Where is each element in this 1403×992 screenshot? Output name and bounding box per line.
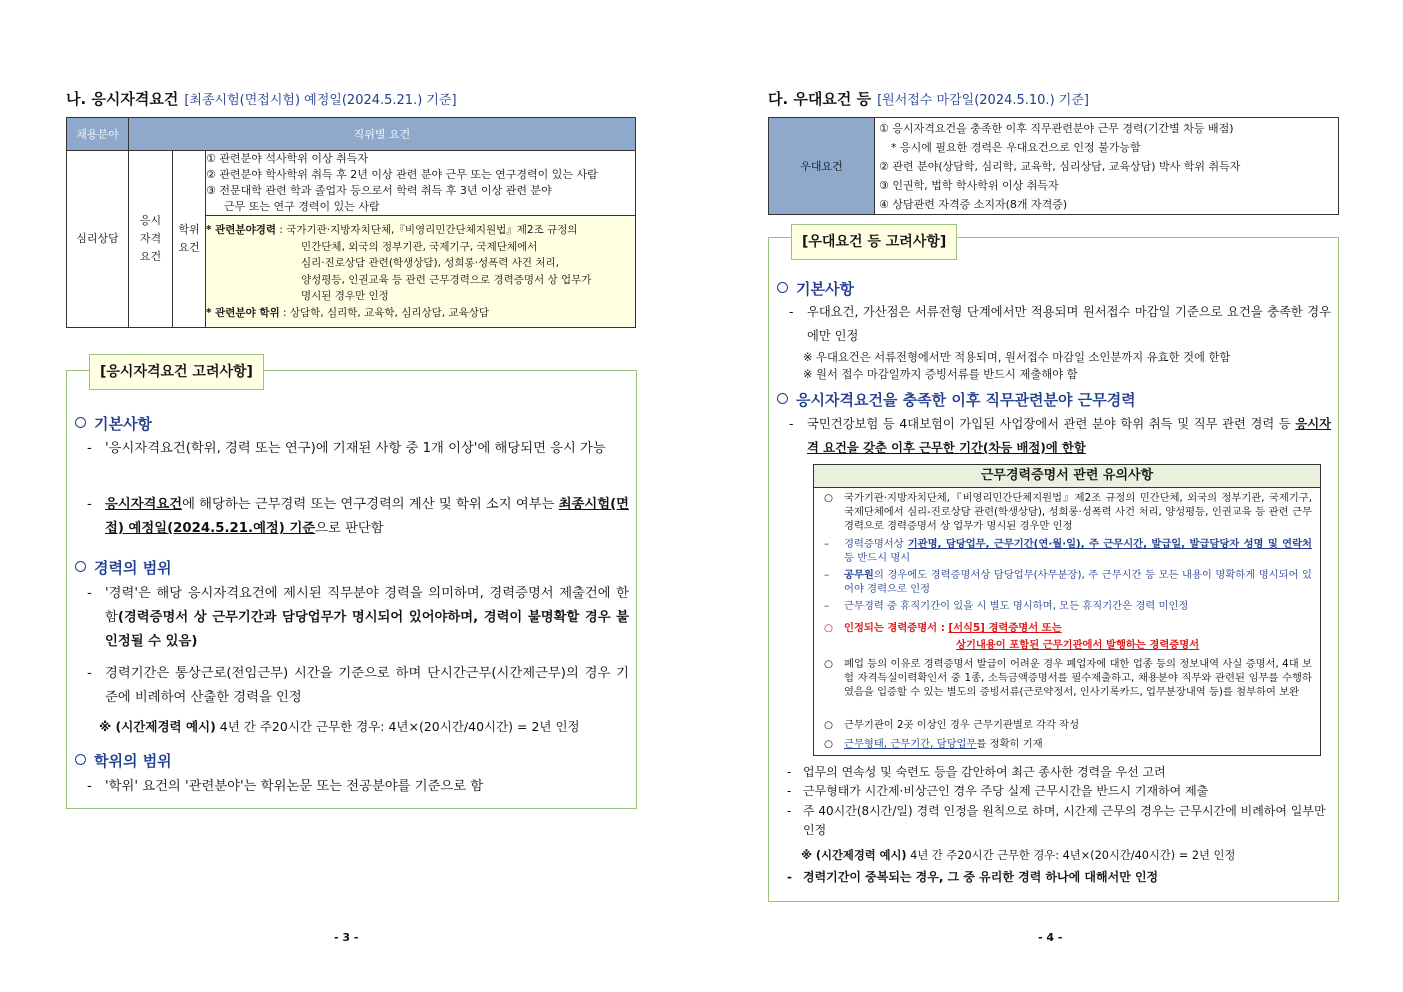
reference-note: ※ 원서 접수 마감일까지 증빙서류를 반드시 제출해야 함 <box>803 368 1078 381</box>
note-career-line: 양성평등, 인권교육 등 관련 근무경력으로 경력증명서 상 업무가 <box>301 273 592 286</box>
subhead-text: 학위의 범위 <box>94 752 172 770</box>
reference-note: ※ 우대요건은 서류전형에서만 적용되며, 원서접수 마감일 소인분까지 유효한 것에 한함 <box>803 351 1231 364</box>
subhead-basic <box>777 278 854 299</box>
heading-text: 나. 응시자격요건 <box>66 90 179 108</box>
notice-item: – 공무원의 경우에도 경력증명서상 담당업무(사무분장), 주 근무시간 등 모든 내용이 명확하게 명시되어 있어야 경력으로 인정 <box>824 569 1312 595</box>
preference-list <box>875 118 1339 215</box>
heading-basis: [원서접수 마감일(2024.5.10.) 기준] <box>877 93 1089 108</box>
paragraph-text: '경력'은 해당 응시자격요건에 제시된 직무분야 경력을 의미하며, 경력증명서 제출건에 한함 <box>105 586 629 625</box>
emphasis-text: 상기내용이 포함된 근무기관에서 발행하는 경력증명서 <box>956 639 1200 651</box>
preference-considerations-box <box>768 234 1339 902</box>
circle-bullet-icon <box>777 282 788 293</box>
note-career-line: 명시된 경우만 인정 <box>301 290 389 302</box>
notice-text: 의 경우에도 경력증명서상 담당업무(사무분장), 주 근무시간 등 모든 내용이 명확하게 명시되어 있어야 경력으로 인정 <box>844 569 1312 595</box>
notice-item: ○ 인정되는 경력증명서 : [서식5] 경력증명서 또는 상기내용이 포함된 근무기관에서 발행하는 경력증명서 <box>824 622 1200 651</box>
table-header-requirement: 직위별 요건 <box>129 118 636 151</box>
note-career-line: 심리·진로상담 관련(학생상담), 성희롱·성폭력 사건 처리, <box>301 257 560 269</box>
paragraph: - '학위' 요건의 '관련분야'는 학위논문 또는 전공분야를 기준으로 함 <box>87 775 629 799</box>
note-degree-text: : 상담학, 심리학, 교육학, 심리상담, 교육상담 <box>283 306 490 319</box>
emphasis-text: [서식5] 경력증명서 또는 <box>948 622 1062 634</box>
emphasis-text: 하나에 대해서만 인정 <box>1045 870 1159 884</box>
paragraph-text: '학위' 요건의 '관련분야'는 학위논문 또는 전공분야를 기준으로 함 <box>105 779 484 794</box>
preference-label-cell: 우대요건 <box>769 118 875 215</box>
notice-text: 국가기관·지방자치단체,『비영리민간단체지원법』제2조 규정의 민간단체, 외국의 정부기관, 국제기구, 국제단체에서 심리-진로상담 관련(학생상담), 성희롱·성폭력 사건 처리, 양성평등, 인권교육 등 관련 근무경력으로 경력증명서 상 업무가 명시된 경우만 인정 <box>844 492 1312 532</box>
notice-title: 근무경력증명서 관련 유의사항 <box>814 465 1320 488</box>
subhead-text: 경력의 범위 <box>94 559 172 577</box>
paragraph: - 응시자격요건에 해당하는 근무경력 또는 연구경력의 계산 및 학위 소지 여부는 최종시험(면접) 예정일(2024.5.21.예정) 기준으로 판단함 <box>87 497 629 536</box>
requirement-item: ③ 전문대학 관련 학과 졸업자 등으로서 학력 취득 후 3년 이상 관련 분야 <box>206 184 552 197</box>
preference-item: ③ 인권학, 법학 학사학위 이상 취득자 <box>879 178 1059 192</box>
paragraph: - 우대요건, 가산점은 서류전형 단계에서만 적용되며 원서접수 마감일 기준으로 요건을 충족한 경우에만 인정 <box>789 300 1331 348</box>
paragraph-text: 으로 판단함 <box>315 521 384 536</box>
section-heading-qualification <box>66 88 457 109</box>
requirement-list <box>206 151 636 216</box>
example-label: ※ (시간제경력 예시) <box>801 849 907 862</box>
emphasis-text: 응시자격 요건을 갖춘 이후 근무한 기간(차등 배점)에 한함 <box>807 417 1331 455</box>
notice-text: 를 정확히 기재 <box>976 738 1043 750</box>
emphasis-text: 최종시험(면접) 예정일(2024.5.21.예정) 기준 <box>105 497 629 536</box>
notice-text: 폐업 등의 이유로 경력증명서 발급이 어려운 경우 폐업자에 대한 업종 등의 정보내역 사실 증명서, 4대 보험 자격득실이력확인서 중 1종, 소득금액증명서를 필수제출하고, 채용분야 직무와 관련된 임무를 수행하였음을 입증할 수 있는 별도의 증빙서류(근로약정서, 인사기록카드, 업무분장내역 등)를 첨부하여 보완 <box>844 658 1312 698</box>
field-cell: 심리상담 <box>67 151 129 328</box>
paragraph: - 국민건강보험 등 4대보험이 가입된 사업장에서 관련 분야 학위 취득 및 직무 관련 경력 등 응시자격 요건을 갖춘 이후 근무한 기간(차등 배점)에 한함 <box>789 417 1331 455</box>
subhead-text: 응시자격요건을 충족한 이후 직무관련분야 근무경력 <box>796 391 1136 409</box>
notice-text: 근무기관이 2곳 이상인 경우 근무기관별로 각각 작성 <box>844 719 1080 731</box>
emphasis-text: 기관명, 담당업무, 근무기간(연·월·일), 주 근무시간, 발급일, 발급담당자 성명 및 연락처 <box>907 538 1312 550</box>
paragraph-text: 근무형태가 시간제·비상근인 경우 주당 실제 근무시간을 반드시 기재하여 제출 <box>803 784 1209 798</box>
paragraph: - '경력'은 해당 응시자격요건에 제시된 직무분야 경력을 의미하며, 경력증명서 제출건에 한함(경력증명서 상 근무기간과 담당업무가 명시되어 있어야하며, 경력이 불명확할 경우 불인정될 수 있음) <box>87 586 629 649</box>
preference-item: ① 응시자격요건을 충족한 이후 직무관련분야 근무 경력(기간별 차등 배점) <box>879 121 1234 135</box>
notice-item: – 근무경력 중 휴직기간이 있을 시 별도 명시하며, 모든 휴직기간은 경력 미인정 <box>824 599 1312 613</box>
subhead-degree <box>75 750 172 771</box>
box-title: [우대요건 등 고려사항] <box>791 224 957 260</box>
note-career-label: * 관련분야경력 <box>206 224 277 236</box>
paragraph: - 경력기간은 통상근로(전임근무) 시간을 기준으로 하며 단시간근무(시간제근무)의 경우 기준에 비례하여 산출한 경력을 인정 <box>87 662 629 710</box>
emphasis-text: 인정되는 경력증명서 : <box>844 622 949 634</box>
notice-item: ○ 폐업 등의 이유로 경력증명서 발급이 어려운 경우 폐업자에 대한 업종 등의 정보내역 사실 증명서, 4대 보험 자격득실이력확인서 중 1종, 소득금액증명서를 필수제출하고, 채용분야 직무와 관련된 임무를 수행하였음을 입증할 수 있는 별도의 증빙서류(근로약정서, 인사기록카드, 업무분장내역 등)를 첨부하여 보완 <box>824 658 1312 698</box>
section-heading-preference <box>768 88 1089 109</box>
paragraph-text: 에 해당하는 근무경력 또는 연구경력의 계산 및 학위 소지 여부는 <box>182 497 559 512</box>
group-cell: 응시 자격 요건 <box>129 151 173 328</box>
box-title: [응시자격요건 고려사항] <box>89 354 264 390</box>
circle-bullet-icon <box>75 561 86 572</box>
subhead-text: 기본사항 <box>796 280 854 298</box>
preference-item: ④ 상담관련 자격증 소지자(8개 자격증) <box>879 197 1068 211</box>
example-note <box>801 847 1235 863</box>
example-text: 4년 간 주20시간 근무한 경우: 4년×(20시간/40시간) = 2년 인정 <box>215 719 580 734</box>
notice-item: ○ 국가기관·지방자치단체,『비영리민간단체지원법』제2조 규정의 민간단체, 외국의 정부기관, 국제기구, 국제단체에서 심리-진로상담 관련(학생상담), 성희롱·성폭력 사건 처리, 양성평등, 인권교육 등 관련 근무경력으로 경력증명서 상 업무가 명시된 경우만 인정 <box>824 492 1312 532</box>
note-career-line: 민간단체, 외국의 정부기관, 국제기구, 국제단체에서 <box>301 240 538 253</box>
notice-item: – 경력증명서상 기관명, 담당업무, 근무기간(연·월·일), 주 근무시간, 발급일, 발급담당자 성명 및 연락처 등 반드시 명시 <box>824 538 1312 564</box>
notice-item: ○ 근무형태, 근무기간, 담당업무를 정확히 기재 <box>824 738 1043 750</box>
paragraph-text: '응시자격요건(학위, 경력 또는 연구)에 기재된 사항 중 1개 이상'에 해당되면 응시 가능 <box>105 441 606 456</box>
paragraph: - 업무의 연속성 및 숙련도 등을 감안하여 최근 종사한 경력을 우선 고려 <box>787 763 1331 782</box>
emphasis-text: 응시자격요건 <box>105 497 183 512</box>
requirement-note <box>206 216 636 328</box>
paragraph-text: 우대요건, 가산점은 서류전형 단계에서만 적용되며 원서접수 마감일 기준으로 요건을 충족한 경우에만 인정 <box>807 305 1331 343</box>
notice-text: 등 반드시 명시 <box>844 552 911 564</box>
note-career-line: : 국가기관·지방자치단체,『비영리민간단체지원법』제2조 규정의 <box>279 224 578 236</box>
emphasis-text: 공무원 <box>844 569 874 581</box>
page-number: - 3 - <box>334 931 359 944</box>
requirement-item: ① 관련분야 석사학위 이상 취득자 <box>206 152 368 165</box>
circle-bullet-icon <box>75 754 86 765</box>
example-note <box>99 717 580 735</box>
circle-bullet-icon <box>75 417 86 428</box>
subhead-text: 기본사항 <box>94 415 152 433</box>
heading-basis: [최종시험(면접시험) 예정일(2024.5.21.) 기준] <box>184 93 457 108</box>
paragraph: - 경력기간이 중복되는 경우, 그 중 유리한 경력 하나에 대해서만 인정 <box>787 870 1159 884</box>
preference-item: ② 관련 분야(상담학, 심리학, 교육학, 심리상담, 교육상담) 박사 학위 취득자 <box>879 159 1241 173</box>
preference-table <box>768 117 1339 215</box>
notice-item: ○ 근무기관이 2곳 이상인 경우 근무기관별로 각각 작성 <box>824 718 1312 732</box>
notice-text: 근무경력 중 휴직기간이 있을 시 별도 명시하며, 모든 휴직기간은 경력 미인정 <box>844 600 1189 612</box>
paragraph: - 근무형태가 시간제·비상근인 경우 주당 실제 근무시간을 반드시 기재하여 제출 <box>787 782 1331 801</box>
subhead-career <box>75 557 172 578</box>
subhead-basic <box>75 413 152 434</box>
heading-text: 다. 우대요건 등 <box>768 90 872 108</box>
paragraph: - 주 40시간(8시간/일) 경력 인정을 원칙으로 하며, 시간제 근무의 경우는 근무시간에 비례하여 일부만 인정 <box>787 802 1331 840</box>
requirement-item: 근무 또는 연구 경력이 있는 사람 <box>224 200 380 213</box>
emphasis-text: 근무형태, 근무기간, 담당업무 <box>844 738 977 750</box>
paragraph-text: 업무의 연속성 및 숙련도 등을 감안하여 최근 종사한 경력을 우선 고려 <box>803 765 1166 779</box>
paragraph-text: 국민건강보험 등 4대보험이 가입된 사업장에서 관련 분야 학위 취득 및 직무 관련 경력 등 <box>807 417 1296 431</box>
subgroup-cell: 학위 요건 <box>173 151 206 328</box>
career-certificate-notice-box <box>813 464 1321 756</box>
paragraph: - '응시자격요건(학위, 경력 또는 연구)에 기재된 사항 중 1개 이상'에 해당되면 응시 가능 <box>87 437 629 461</box>
table-header-field: 채용분야 <box>67 118 129 151</box>
paragraph-text: 경력기간이 중복되는 경우, 그 중 유리한 경력 <box>803 870 1046 884</box>
notice-text: 경력증명서상 <box>844 538 908 550</box>
requirement-item: ② 관련분야 학사학위 취득 후 2년 이상 관련 분야 근무 또는 연구경력이 있는 사람 <box>206 168 598 181</box>
preference-item: * 응시에 필요한 경력은 우대요건으로 인정 불가능함 <box>891 140 1141 154</box>
paragraph-text: 주 40시간(8시간/일) 경력 인정을 원칙으로 하며, 시간제 근무의 경우는 근무시간에 비례하여 일부만 인정 <box>803 804 1326 837</box>
qualification-considerations-box <box>66 364 637 809</box>
example-text: 4년 간 주20시간 근무한 경우: 4년×(20시간/40시간) = 2년 인정 <box>906 849 1236 862</box>
subhead-after-qualification <box>777 389 1136 410</box>
qualification-table <box>66 117 636 328</box>
example-label: ※ (시간제경력 예시) <box>99 719 216 734</box>
paragraph-text: 경력기간은 통상근로(전임근무) 시간을 기준으로 하며 단시간근무(시간제근무)의 경우 기준에 비례하여 산출한 경력을 인정 <box>105 666 629 705</box>
note-degree-label: * 관련분야 학위 <box>206 306 280 319</box>
page-number: - 4 - <box>1038 931 1063 944</box>
emphasis-text: (경력증명서 상 근무기간과 담당업무가 명시되어 있어야하며, 경력이 불명확할 경우 불인정될 수 있음) <box>105 610 629 649</box>
circle-bullet-icon <box>777 393 788 404</box>
